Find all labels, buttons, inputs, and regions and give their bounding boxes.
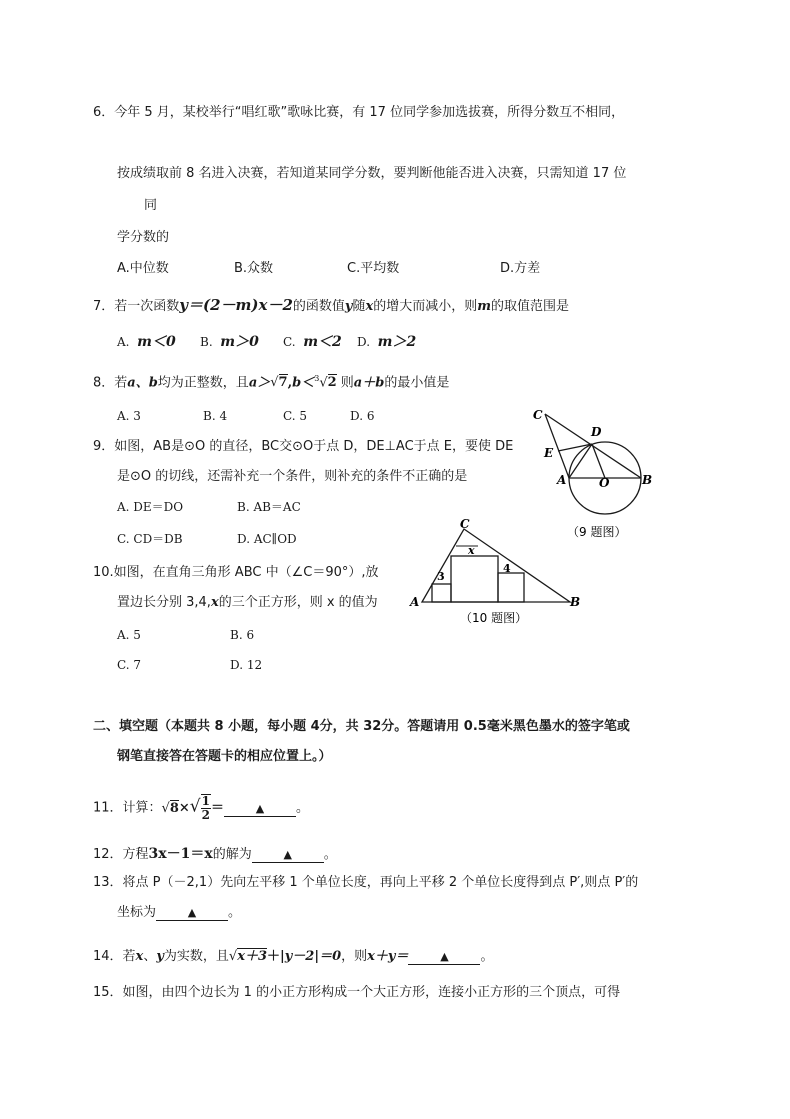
- q11-eq: ＝: [211, 800, 225, 816]
- fig10-label-3: 3: [437, 570, 445, 583]
- q8-expr: a＋b: [353, 375, 385, 391]
- fig10-label-c: C: [460, 517, 470, 531]
- q8-rad1: 7: [278, 375, 288, 391]
- q12-prefix: 12．方程: [93, 847, 149, 862]
- q8-mid2: 则: [336, 375, 354, 391]
- q14-sep: 、: [143, 949, 157, 964]
- q14-sqrt: √x＋3: [228, 949, 267, 964]
- q9-option-d: D. AC∥OD: [237, 532, 297, 546]
- q14-answer-blank[interactable]: ▲: [408, 950, 480, 965]
- q7-var-x: x: [365, 299, 374, 314]
- q7-stem: [93, 296, 569, 316]
- q7-option-a-value: m＜0: [137, 334, 176, 350]
- q7-formula: y＝(2－m)x－2: [179, 296, 293, 314]
- q10-option-a: A. 5: [117, 628, 141, 642]
- section2-heading-line1: 二、填空题（本题共 8 小题，每小题 4分，共 32分。答题请用 0.5毫米黑色墨水的签字笔或: [93, 719, 630, 734]
- q12-mid: 的解为: [212, 847, 252, 862]
- q6-option-c: C.平均数: [347, 261, 400, 276]
- q7-option-a: [117, 333, 176, 351]
- q7-middle: 的函数值: [292, 299, 345, 314]
- q14-mid: 为实数，且: [163, 949, 229, 964]
- q7-option-b-value: m＞0: [220, 334, 259, 350]
- q6-option-d: D.方差: [500, 261, 541, 276]
- fig10-caption: （10 题图）: [460, 611, 528, 625]
- fig10-triangle: [422, 529, 570, 602]
- q11-rad: 8: [169, 800, 179, 816]
- q14-plus: ＋: [267, 949, 281, 964]
- q8-option-a: A. 3: [117, 409, 141, 423]
- fig10-label-x: x: [468, 544, 475, 557]
- q8-sep: ,: [287, 375, 293, 391]
- q7-option-c-value: m＜2: [303, 334, 342, 350]
- fig10-square-4: [498, 573, 524, 602]
- q7-option-b: [200, 333, 259, 351]
- section2-heading-line2: 钢笔直接答在答题卡的相应位置上。）: [117, 749, 332, 764]
- q14-var-y: y: [156, 949, 164, 964]
- q8-option-c: C. 5: [283, 409, 308, 423]
- q8-option-b: B. 4: [203, 409, 228, 423]
- q6-line3: 学分数的: [117, 230, 170, 245]
- q7-option-d-value: m＞2: [377, 334, 417, 350]
- fig10-square-3: [432, 584, 451, 602]
- q11-answer-blank[interactable]: ▲: [224, 802, 296, 817]
- fig9-label-a: A: [557, 473, 567, 487]
- q7-var-y: y: [344, 299, 353, 314]
- fig10-label-b: B: [570, 595, 581, 609]
- q12-stem: [93, 845, 337, 864]
- q8-vars: a、b: [127, 375, 158, 391]
- q8-index: 3: [314, 374, 320, 383]
- q12-answer-blank[interactable]: ▲: [252, 848, 324, 863]
- q7-option-b-label: B.: [200, 335, 213, 349]
- q11-sqrt-frac: √ $\frac{1}{2}$: [189, 794, 210, 822]
- q12-equation: 3x－1＝x: [148, 846, 213, 862]
- q9-option-b: B. AB＝AC: [237, 500, 301, 514]
- q10-line2b: 的三个正方形，则 x 的值为: [218, 595, 378, 610]
- q14-rad: x＋3: [237, 949, 267, 964]
- q9-option-a: A. DE＝DO: [117, 500, 184, 514]
- fig9-label-b: B: [642, 473, 653, 487]
- fig9-label-o: O: [599, 476, 610, 490]
- q13-suffix: 。: [228, 905, 242, 920]
- q14-suffix: 。: [480, 949, 494, 964]
- q8-rad2: 2: [327, 375, 337, 391]
- q10-line1: 10.如图，在直角三角形 ABC 中（∠C＝90°）,放: [93, 565, 379, 580]
- q9-line2: 是⊙O 的切线，还需补充一个条件，则补充的条件不正确的是: [117, 469, 468, 484]
- q6-line1: 6．今年 5 月，某校举行“唱红歌”歌咏比赛，有 17 位同学参加选拔赛，所得分数互不相同，: [93, 105, 625, 120]
- fig9-label-c: C: [533, 408, 543, 422]
- q11-suffix: 。: [296, 800, 310, 816]
- q8-cond2: b＜: [292, 375, 315, 391]
- fig9-label-d: D: [591, 425, 602, 439]
- q14-abs: |y－2|＝0: [280, 949, 342, 964]
- q11-prefix: 11．计算：: [93, 800, 162, 816]
- q6-option-a: A.中位数: [117, 261, 169, 276]
- q11-times: ×: [178, 800, 190, 816]
- q7-middle2: 随: [352, 299, 366, 314]
- q13-line1: 13．将点 P（－2,1）先向左平移 1 个单位长度，再向上平移 2 个单位长度得到点 P′,则点 P′的: [93, 875, 639, 890]
- q13-answer-blank[interactable]: ▲: [156, 906, 228, 921]
- q10-option-c: C. 7: [117, 658, 142, 672]
- q7-option-d-label: D.: [357, 335, 371, 349]
- q10-option-b: B. 6: [230, 628, 255, 642]
- q14-prefix: 14．若: [93, 949, 136, 964]
- q8-mid: 均为正整数，且: [157, 375, 249, 391]
- q8-option-d: D. 6: [350, 409, 375, 423]
- fig9-caption: （9 题图）: [567, 525, 627, 539]
- q10-line2: [117, 594, 378, 612]
- q6-line2: 按成绩取前 8 名进入决赛，若知道某同学分数，要判断他能否进入决赛，只需知道 17 位: [117, 166, 627, 181]
- q7-suffix: 的取值范围是: [491, 299, 570, 314]
- q7-option-d: [357, 333, 416, 351]
- q11-stem: [93, 794, 309, 822]
- q8-sqrt7: √7: [270, 375, 288, 391]
- fig10-square-x: [451, 556, 498, 602]
- q9-line1: 9．如图，AB是⊙O 的直径，BC交⊙O于点 D，DE⊥AC于点 E，要使 DE: [93, 439, 514, 454]
- q10-line2a: 置边长分别 3,4,: [117, 595, 211, 610]
- q14-stem: [93, 946, 493, 968]
- q7-var-m: m: [477, 299, 492, 314]
- q14-expr: x＋y＝: [367, 949, 409, 964]
- q8-cond1: a＞: [248, 375, 271, 391]
- q9-option-c: C. CD＝DB: [117, 532, 183, 546]
- fig9-label-e: E: [544, 446, 554, 460]
- q11-num: 1: [201, 794, 210, 808]
- q7-option-a-label: A.: [117, 335, 130, 349]
- q15-line1: 15．如图，由四个边长为 1 的小正方形构成一个大正方形，连接小正方形的三个顶点，可得: [93, 985, 621, 1000]
- q13-line2-text: 坐标为: [117, 905, 157, 920]
- q11-sqrt8: √8: [161, 800, 179, 816]
- fig10-label-4: 4: [503, 562, 511, 575]
- q10-option-d: D. 12: [230, 658, 263, 672]
- q8-prefix: 8．若: [93, 375, 128, 391]
- fig10-label-a: A: [410, 595, 420, 609]
- q14-var-x: x: [135, 949, 144, 964]
- q10-var-x: x: [210, 595, 219, 610]
- q8-suffix: 的最小值是: [384, 375, 450, 391]
- q8-cbrt2: $^3$√2: [314, 374, 337, 391]
- q6-option-b: B.众数: [234, 261, 274, 276]
- q11-frac: [201, 794, 211, 822]
- q7-prefix: 7．若一次函数: [93, 299, 180, 314]
- q7-option-c-label: C.: [283, 335, 296, 349]
- q12-suffix: 。: [323, 847, 337, 862]
- q6-line2b: 同: [144, 198, 158, 213]
- q13-line2: [117, 904, 241, 922]
- q8-stem: [93, 370, 449, 392]
- q11-den: 2: [201, 808, 210, 822]
- figure-10-triangle-diagram: [408, 518, 598, 640]
- q7-option-c: [283, 333, 342, 351]
- fig9-da: [569, 444, 592, 478]
- q14-mid2: ，则: [341, 949, 368, 964]
- q7-middle3: 的增大而减小，则: [373, 299, 478, 314]
